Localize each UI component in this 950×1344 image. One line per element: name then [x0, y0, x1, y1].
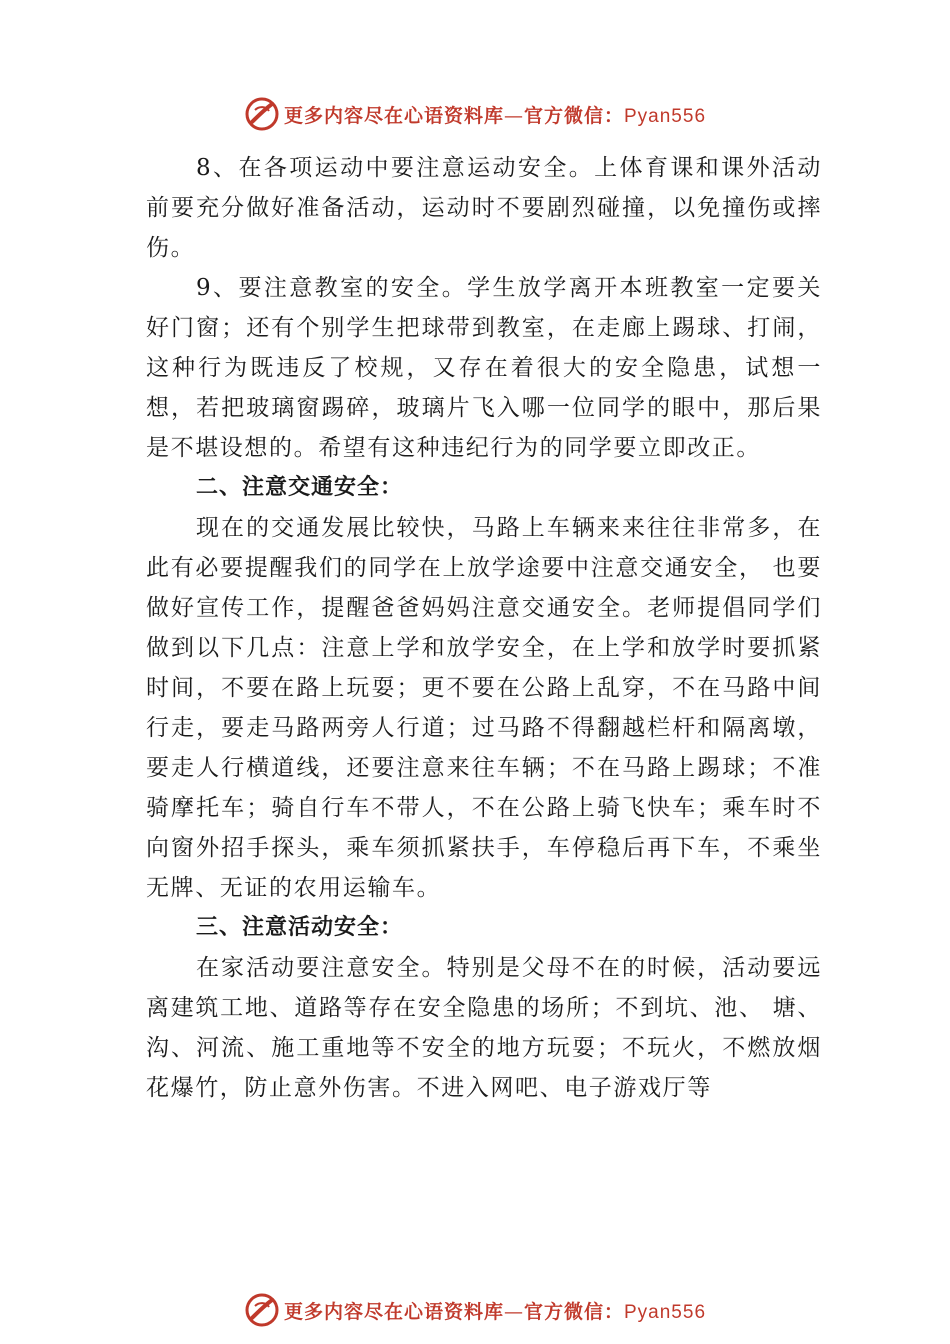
- section-heading-traffic: 二、注意交通安全：: [196, 475, 404, 500]
- paragraph-traffic-safety: 现在的交通发展比较快，马路上车辆来来往往非常多，在此有必要提醒我们的同学在上放学途要中注意交通安全， 也要做好宣传工作，提醒爸爸妈妈注意交通安全。老师提倡同学们做到以下几点：注意上学和放学安全，在上学和放学时要抓紧时间，不要在路上玩耍；更不要在公路上乱穿，不在马路中间行走，要走马路两旁人行道；过马路不得翻越栏杆和隔离墩，要走人行横道线，还要注意来往车辆；不在马路上踢球；不准骑摩托车；骑自行车不带人，不在公路上骑飞快车；乘车时不向窗外招手探头，乘车须抓紧扶手，车停稳后再下车，不乘坐无牌、无证的农用运输车。: [146, 515, 822, 901]
- banner-main-text: 更多内容尽在心语资料库: [283, 104, 504, 127]
- banner-main-text: 更多内容尽在心语资料库: [283, 1300, 504, 1323]
- brand-logo-icon: [244, 1292, 280, 1328]
- banner-wechat-id: Pyan556: [624, 105, 707, 127]
- section-heading-activity: 三、注意活动安全：: [196, 915, 404, 940]
- banner-wechat-id: Pyan556: [624, 1301, 707, 1323]
- header-banner: [0, 94, 950, 134]
- banner-dash: —: [503, 104, 524, 127]
- paragraph-item-9: 9、要注意教室的安全。学生放学离开本班教室一定要关好门窗；还有个别学生把球带到教室，在走廊上踢球、打闹， 这种行为既违反了校规，又存在着很大的安全隐患，试想一想，若把玻璃窗踢碎，玻璃片飞入哪一位同学的眼中，那后果是不堪设想的。希望有这种违纪行为的同学要立即改正。: [146, 275, 822, 461]
- paragraph-item-8: 8、在各项运动中要注意运动安全。上体育课和课外活动前要充分做好准备活动，运动时不要剧烈碰撞，以免撞伤或摔伤。: [146, 155, 822, 261]
- banner-text: [284, 101, 706, 128]
- banner-official-label: 官方微信：: [523, 1300, 624, 1323]
- paragraph-activity-safety: 在家活动要注意安全。特别是父母不在的时候，活动要远离建筑工地、道路等存在安全隐患的场所；不到坑、池、 塘、沟、河流、施工重地等不安全的地方玩耍；不玩火，不燃放烟花爆竹，防止意外伤害。不进入网吧、电子游戏厅等: [146, 955, 822, 1101]
- brand-logo-icon: [244, 96, 280, 132]
- banner-dash: —: [503, 1300, 524, 1323]
- banner-official-label: 官方微信：: [523, 104, 624, 127]
- footer-banner: [0, 1290, 950, 1330]
- document-body: [146, 148, 822, 1108]
- banner-text: [284, 1297, 706, 1324]
